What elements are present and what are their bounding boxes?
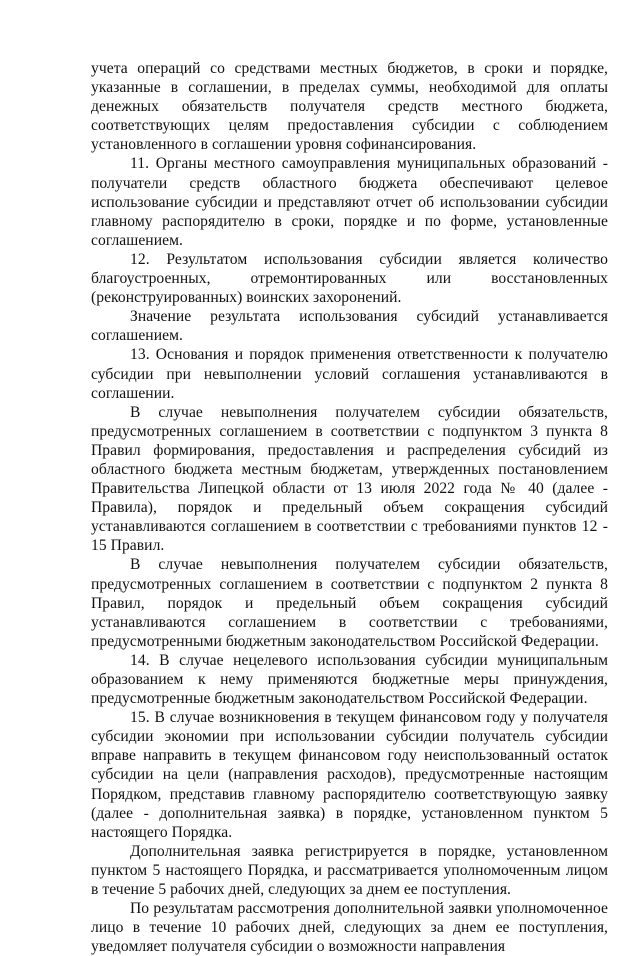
- paragraph-13-responsibility: 13. Основания и порядок применения ответственности к получателю субсидии при невыполнении условий соглашения устанавливаются в соглашении.: [91, 346, 608, 402]
- document-page: [91, 59, 608, 956]
- paragraph-non-fulfillment-subparagraph-3: В случае невыполнения получателем субсидии обязательств, предусмотренных соглашением в соответствии с подпунктом 3 пункта 8 Правил формирования, предоставления и распределения субсидий из областного бюджета местным бюджетам, утвержденных постановлением Правительства Липецкой области от 13 июля 2022 года № 40 (далее - Правила), порядок и предельный объем сокращения субсидий устанавливаются соглашением в соответствии с требованиями пунктов 12 - 15 Правил.: [91, 403, 608, 555]
- paragraph-additional-request-registration: Дополнительная заявка регистрируется в порядке, установленном пунктом 5 настоящего Порядка, и рассматривается уполномоченным лицом в течение 5 рабочих дней, следующих за днем ее поступления.: [91, 842, 608, 899]
- paragraph-12-result: 12. Результатом использования субсидии является количество благоустроенных, отремонтированных или восстановленных (реконструированных) воинских захоронений.: [91, 250, 608, 307]
- paragraph-budget-accounting: учета операций со средствами местных бюджетов, в сроки и порядке, указанные в соглашении, в пределах суммы, необходимой для оплаты денежных обязательств получателя средств местного бюджета, соответствующих целям предоставления субсидии с соблюдением установленного в соглашении уровня софинансирования.: [91, 60, 608, 154]
- paragraph-15-savings: 15. В случае возникновения в текущем финансовом году у получателя субсидии экономии при использовании субсидии получатель субсидии вправе направить в текущем финансовом году неиспользованный остаток субсидии на цели (направления расходов), предусмотренные настоящим Порядком, представив главному распорядителю соответствующую заявку (далее - дополнительная заявка) в порядке, установленном пунктом 5 настоящего Порядка.: [91, 709, 608, 841]
- paragraph-review-results: По результатам рассмотрения дополнительной заявки уполномоченное лицо в течение 10 рабочих дней, следующих за днем ее поступления, уведомляет получателя субсидии о возможности направления: [91, 900, 608, 956]
- paragraph-14-misuse: 14. В случае нецелевого использования субсидии муниципальным образованием к нему применяются бюджетные меры принуждения, предусмотренные бюджетным законодательством Российской Федерации.: [91, 651, 608, 708]
- paragraph-non-fulfillment-subparagraph-2: В случае невыполнения получателем субсидии обязательств, предусмотренных соглашением в соответствии с подпунктом 2 пункта 8 Правил, порядок и предельный объем сокращения субсидий устанавливаются соглашением в соответствии с требованиями, предусмотренными бюджетным законодательством Российской Федерации.: [91, 556, 608, 650]
- paragraph-11-targeted-use: 11. Органы местного самоуправления муниципальных образований - получатели средств областного бюджета обеспечивают целевое использование субсидии и представляют отчет об использовании субсидии главному распорядителю в сроки, порядке и по форме, установленные соглашением.: [91, 155, 608, 249]
- paragraph-result-value: Значение результата использования субсидий устанавливается соглашением.: [91, 308, 608, 345]
